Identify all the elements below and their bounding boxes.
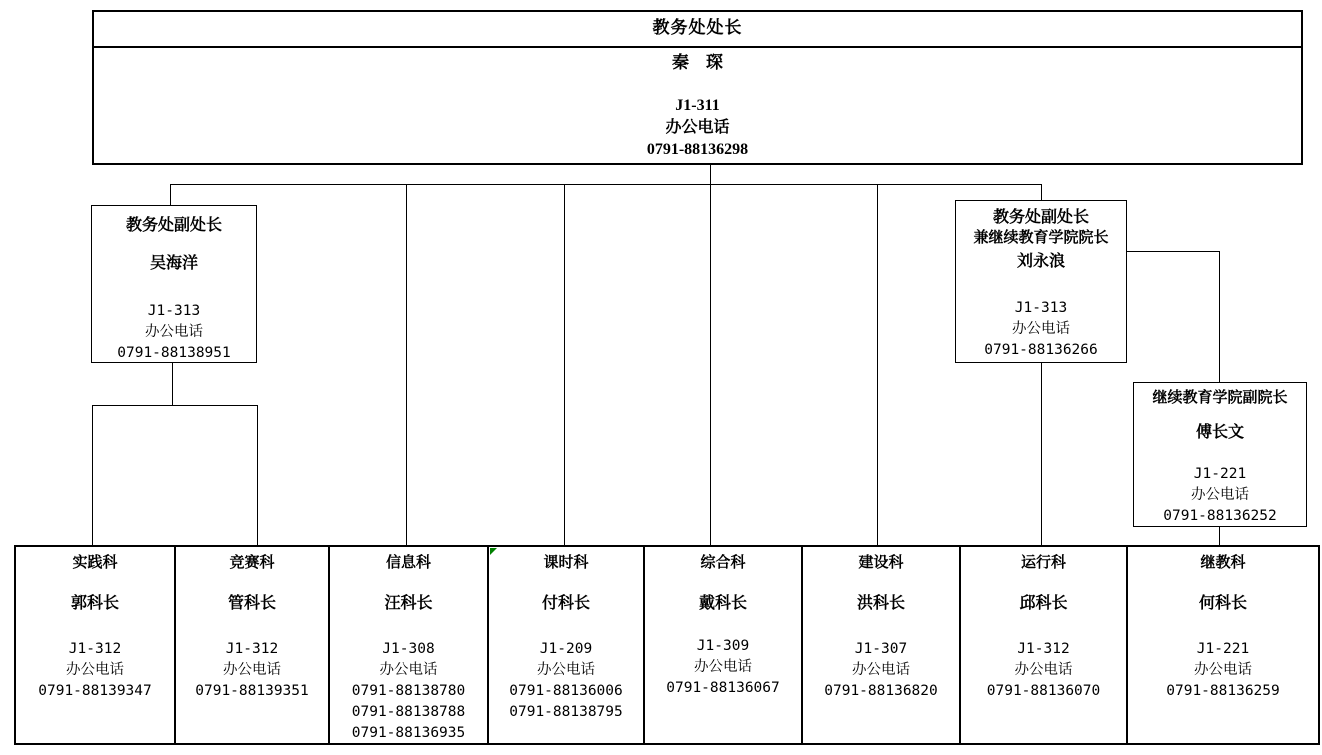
dept-tel-label: 办公电话 [66,662,124,678]
dept-room: J1-209 [539,641,593,657]
deputy-left-title: 教务处副处长 [125,217,222,234]
connector-fu-stem [1219,526,1220,546]
dept-head-name: 付科长 [541,595,590,612]
dept-phone: 0791-88136006 [509,683,623,699]
dept-title: 实践科 [72,555,118,571]
dept-head-name: 郭科长 [70,595,119,612]
director-room: J1-311 [675,97,720,114]
deputy-right-room: J1-313 [1014,300,1068,316]
dept-title: 运行科 [1020,555,1066,571]
dept-phone: 0791-88138780 [351,683,466,699]
deputy-left-room: J1-313 [147,303,201,319]
dept-room: J1-307 [854,641,908,657]
dept-phone: 0791-88136820 [824,683,938,699]
vice-dean-ce-tel-label: 办公电话 [1191,487,1249,503]
connector-drop-info [406,184,407,546]
dept-head-name: 洪科长 [856,595,905,612]
org-box-vice-dean-ce [1133,382,1307,527]
dept-title: 综合科 [700,555,746,571]
dept-head-name: 汪科长 [384,595,433,612]
vice-dean-ce-room: J1-221 [1193,466,1247,482]
vice-dean-ce-phone: 0791-88136252 [1163,508,1277,524]
director-title: 教务处处长 [94,12,1301,48]
deputy-left-phone: 0791-88138951 [117,345,231,361]
org-box-deputy-right [955,200,1127,363]
dept-phone: 0791-88139351 [195,683,309,699]
connector-wu-bracket-right [257,405,258,546]
deputy-right-title-line1: 教务处副处长 [992,209,1089,226]
dept-phone: 0791-88136935 [351,725,466,741]
connector-liu-stem [1041,362,1042,546]
deputy-right-title-line2: 兼继续教育学院院长 [973,230,1109,246]
dept-phone: 0791-88136067 [666,680,780,696]
dept-phone: 0791-88136070 [986,683,1101,699]
dept-head-name: 邱科长 [1019,595,1068,612]
org-box-director [92,10,1303,165]
dept-title: 继教科 [1200,555,1246,571]
connector-fu-drop [1219,251,1220,383]
connector-wu-stem [172,362,173,406]
dept-tel-label: 办公电话 [379,662,438,678]
director-phone: 0791-88136298 [646,141,749,158]
dept-box-xinxi [330,547,489,743]
director-tel-label: 办公电话 [665,119,730,136]
deputy-left-name: 吴海洋 [149,255,198,272]
dept-title: 信息科 [385,555,431,571]
dept-phone: 0791-88138795 [509,704,623,720]
connector-drop-jianshe [877,184,878,546]
dept-title: 课时科 [543,555,589,571]
connector-stem-top [710,165,711,185]
dept-room: J1-221 [1196,641,1250,657]
vice-dean-ce-name: 傅长文 [1195,424,1244,441]
dept-room: J1-312 [1017,641,1070,657]
dept-box-jingsai [176,547,330,743]
dept-phone: 0791-88136259 [1166,683,1280,699]
dept-box-keshi [489,547,645,743]
connector-drop-zonghe [710,184,711,546]
dept-tel-label: 办公电话 [223,662,281,678]
dept-box-yunxing [961,547,1128,743]
dept-box-zonghe [645,547,803,743]
dept-room: J1-312 [68,641,122,657]
deputy-right-name: 刘永浪 [1016,253,1065,270]
department-row [14,545,1320,745]
dept-tel-label: 办公电话 [1014,662,1073,678]
dept-box-shijian [16,547,176,743]
dept-phone: 0791-88138788 [351,704,466,720]
deputy-right-tel-label: 办公电话 [1012,321,1070,337]
connector-drop-keshi [564,184,565,546]
vice-dean-ce-title: 继续教育学院副院长 [1152,390,1288,406]
dept-room: J1-309 [696,638,750,654]
dept-head-name: 何科长 [1198,595,1247,612]
dept-room: J1-308 [382,641,435,657]
connector-drop-deputy-left [170,184,171,206]
dept-box-jijiao [1128,547,1318,743]
dept-box-jianshe [803,547,961,743]
connector-bus [170,184,1042,185]
dept-title: 建设科 [858,555,904,571]
dept-room: J1-312 [225,641,279,657]
deputy-right-phone: 0791-88136266 [984,342,1098,358]
dept-tel-label: 办公电话 [852,662,910,678]
cell-marker-triangle [490,548,497,555]
connector-wu-bracket-left [92,405,93,546]
dept-tel-label: 办公电话 [694,659,752,675]
dept-tel-label: 办公电话 [537,662,595,678]
dept-title: 竞赛科 [229,555,275,571]
connector-wu-bracket [92,405,258,406]
dept-head-name: 管科长 [227,595,276,612]
director-name: 秦 琛 [672,53,723,72]
connector-drop-deputy-right [1041,184,1042,201]
org-box-deputy-left [91,205,257,363]
dept-phone: 0791-88139347 [38,683,152,699]
deputy-left-tel-label: 办公电话 [145,324,203,340]
connector-liu-right [1126,251,1220,252]
dept-head-name: 戴科长 [698,595,747,612]
dept-tel-label: 办公电话 [1194,662,1252,678]
